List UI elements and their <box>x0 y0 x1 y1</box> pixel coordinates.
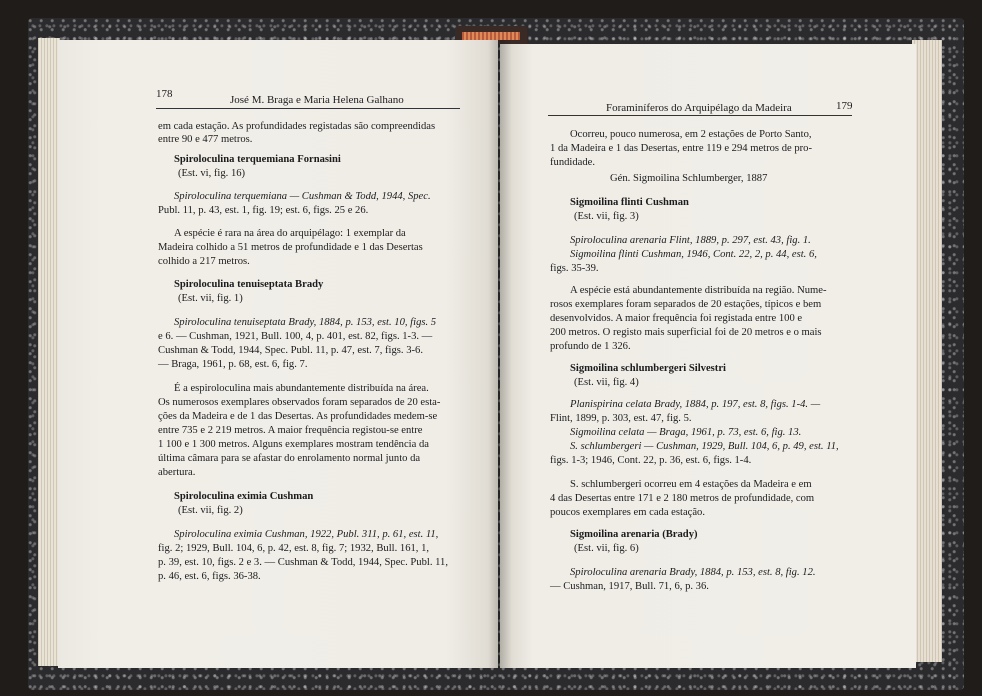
right-header-rule <box>548 115 852 116</box>
left-line: e 6. — Cushman, 1921, Bull. 100, 4, p. 401, est. 82, figs. 1-3. — <box>158 331 433 342</box>
right-line: Ocorreu, pouco numerosa, em 2 estações de Porto Santo, <box>570 129 812 140</box>
species-heading: Sigmoilina schlumbergeri Silvestri <box>570 363 726 374</box>
left-line: fig. 2; 1929, Bull. 104, 6, p. 42, est. 8, fig. 7; 1932, Bull. 161, 1, <box>158 543 430 554</box>
species-heading: Sigmoilina arenaria (Brady) <box>570 529 698 540</box>
species-heading: Spiroloculina eximia Cushman <box>174 491 314 502</box>
plate-reference: (Est. vii, fig. 2) <box>178 505 243 516</box>
left-line: última câmara para se afastar do enrolamento normal junto da <box>158 453 421 464</box>
right-line: rosos exemplares foram separados de 20 estações, típicos e bem <box>550 299 822 310</box>
book-gutter <box>488 40 512 668</box>
left-line: Publ. 11, p. 43, est. 1, fig. 19; est. 6, figs. 25 e 26. <box>158 205 369 216</box>
species-heading: Spiroloculina tenuiseptata Brady <box>174 279 324 290</box>
right-line: Sigmoilina celata — Braga, 1961, p. 73, est. 6, fig. 13. <box>570 427 802 438</box>
left-line: A espécie é rara na área do arquipélago: 1 exemplar da <box>174 228 406 239</box>
left-line: p. 46, est. 6, figs. 36-38. <box>158 571 261 582</box>
left-line: Madeira colhido a 51 metros de profundidade e 1 das Desertas <box>158 242 423 253</box>
right-line: A espécie está abundantemente distribuída na região. Nume- <box>570 285 827 296</box>
right-line: Spiroloculina arenaria Brady, 1884, p. 153, est. 8, fig. 12. <box>570 567 816 578</box>
plate-reference: (Est. vii, fig. 3) <box>574 211 639 222</box>
right-page-stack <box>912 40 942 662</box>
genus-heading: Gén. Sigmoilina Schlumberger, 1887 <box>610 173 768 184</box>
left-line: Spiroloculina eximia Cushman, 1922, Publ. 311, p. 61, est. 11, <box>174 529 439 540</box>
plate-reference: (Est. vii, fig. 4) <box>574 377 639 388</box>
left-line: abertura. <box>158 467 196 478</box>
left-page-number: 178 <box>156 88 173 100</box>
left-line: Spiroloculina tenuiseptata Brady, 1884, p. 153, est. 10, figs. 5 <box>174 317 437 328</box>
left-line: — Braga, 1961, p. 68, est. 6, fig. 7. <box>158 359 308 370</box>
spine-headband <box>462 32 520 40</box>
left-line: colhido a 217 metros. <box>158 256 250 267</box>
right-running-head: Foraminíferos do Arquipélago da Madeira <box>606 102 792 114</box>
plate-reference: (Est. vii, fig. 1) <box>178 293 243 304</box>
right-line: S. schlumbergeri ocorreu em 4 estações da Madeira e em <box>570 479 812 490</box>
right-line: fundidade. <box>550 157 596 168</box>
right-line: S. schlumbergeri — Cushman, 1929, Bull. 104, 6, p. 49, est. 11, <box>570 441 839 452</box>
left-line: p. 39, est. 10, figs. 2 e 3. — Cushman & Todd, 1944, Spec. Publ. 11, <box>158 557 448 568</box>
right-line: profundo de 1 326. <box>550 341 631 352</box>
left-line: entre 735 e 2 219 metros. A maior frequência registou-se entre <box>158 425 423 436</box>
right-line: 4 das Desertas entre 171 e 2 180 metros de profundidade, com <box>550 493 815 504</box>
left-line: Os numerosos exemplares observados foram separados de 20 esta- <box>158 397 441 408</box>
left-running-head: José M. Braga e Maria Helena Galhano <box>230 94 404 106</box>
right-line: — Cushman, 1917, Bull. 71, 6, p. 36. <box>550 581 709 592</box>
right-line: Planispirina celata Brady, 1884, p. 197, est. 8, figs. 1-4. — <box>570 399 821 410</box>
plate-reference: (Est. vii, fig. 6) <box>574 543 639 554</box>
right-line: figs. 1-3; 1946, Cont. 22, p. 36, est. 6, figs. 1-4. <box>550 455 752 466</box>
left-line: É a espiroloculina mais abundantemente distribuída na área. <box>174 383 429 394</box>
right-line: poucos exemplares em cada estação. <box>550 507 706 518</box>
right-page <box>500 44 916 668</box>
left-line: entre 90 e 477 metros. <box>158 134 253 145</box>
left-header-rule <box>156 108 460 109</box>
right-page-number: 179 <box>836 100 853 112</box>
species-heading: Spiroloculina terquemiana Fornasini <box>174 154 341 165</box>
left-line: 1 100 e 1 300 metros. Alguns exemplares mostram tendência da <box>158 439 429 450</box>
right-line: desenvolvidos. A maior frequência foi registada entre 100 e <box>550 313 803 324</box>
right-line: 200 metros. O registo mais superficial foi de 20 metros e o mais <box>550 327 822 338</box>
right-line: Sigmoilina flinti Cushman, 1946, Cont. 22, 2, p. 44, est. 6, <box>570 249 817 260</box>
left-page <box>58 40 498 668</box>
left-line: ções da Madeira e de 1 das Desertas. As profundidades medem-se <box>158 411 438 422</box>
left-line: em cada estação. As profundidades registadas são compreendidas <box>158 121 436 132</box>
right-line: figs. 35-39. <box>550 263 599 274</box>
species-heading: Sigmoilina flinti Cushman <box>570 197 689 208</box>
right-line: Spiroloculina arenaria Flint, 1889, p. 297, est. 43, fig. 1. <box>570 235 811 246</box>
right-line: 1 da Madeira e 1 das Desertas, entre 119 e 294 metros de pro- <box>550 143 813 154</box>
left-line: Cushman & Todd, 1944, Spec. Publ. 11, p. 47, est. 7, figs. 3-6. <box>158 345 423 356</box>
plate-reference: (Est. vi, fig. 16) <box>178 168 246 179</box>
right-line: Flint, 1899, p. 303, est. 47, fig. 5. <box>550 413 692 424</box>
left-line: Spiroloculina terquemiana — Cushman & Todd, 1944, Spec. <box>174 191 431 202</box>
left-page-stack <box>38 38 60 666</box>
